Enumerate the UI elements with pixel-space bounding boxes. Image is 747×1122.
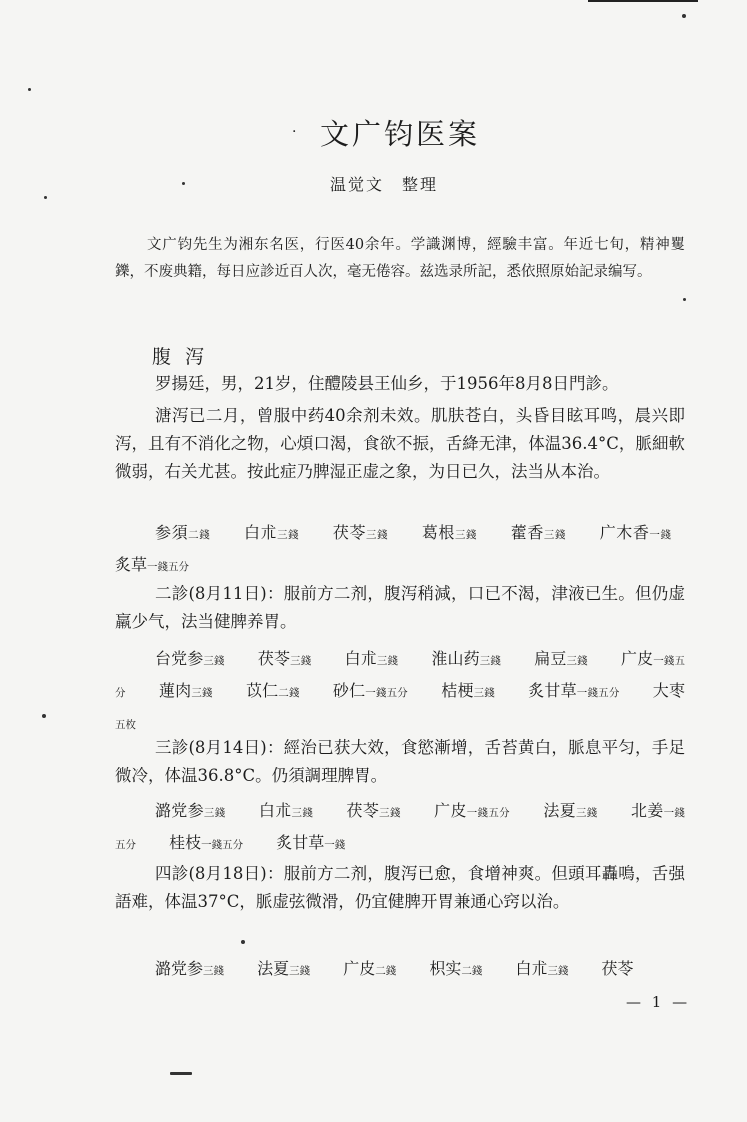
herb-name: 白朮 <box>258 801 292 820</box>
herb-dose: 三錢 <box>291 807 314 819</box>
herb-name: 广皮 <box>621 649 654 668</box>
herb-name: 茯苓 <box>346 801 380 820</box>
herb-entry <box>159 681 213 700</box>
herb-entry <box>528 681 619 700</box>
herb-dose: 三錢 <box>203 655 225 667</box>
herb-name: 苡仁 <box>245 681 279 700</box>
herb-entry <box>155 523 210 542</box>
herb-name: 砂仁 <box>332 681 366 700</box>
herb-name: 台党参 <box>155 649 204 668</box>
prescription-1 <box>115 518 685 582</box>
herb-entry <box>244 523 299 542</box>
second-visit: 二診(8月11日)：服前方二剂，腹泻稍減，口已不渴，津液已生。但仍虚羸少气，法当健脾养胃。 <box>115 584 685 631</box>
herb-dose: 二錢 <box>375 965 397 977</box>
herb-dose: 三錢 <box>575 807 598 819</box>
herb-name: 蓮肉 <box>158 681 192 700</box>
herb-entry <box>422 523 477 542</box>
herb-name: 法夏 <box>543 801 576 820</box>
herb-dose: 一錢五分 <box>147 561 190 573</box>
herb-dose: 三錢 <box>376 655 399 667</box>
herb-name: 桂枝 <box>169 833 202 852</box>
herb-dose: 一錢 <box>649 529 671 541</box>
herb-name: 茯苓 <box>332 523 367 542</box>
herb-dose: 一錢五分 <box>201 839 244 851</box>
scan-speck <box>182 182 185 185</box>
herb-name: 法夏 <box>257 959 290 978</box>
herb-name: 参須 <box>155 523 189 542</box>
prescription-4 <box>115 954 685 986</box>
herb-name: 广皮 <box>434 801 467 820</box>
title-mark: · <box>292 124 297 140</box>
herb-name: 淮山药 <box>431 649 480 668</box>
page-title: 文广钧医案 <box>320 117 481 151</box>
herb-entry <box>343 959 396 978</box>
herb-dose: 三錢 <box>366 529 389 541</box>
herb-entry <box>434 801 510 820</box>
herb-entry <box>259 801 313 820</box>
herb-name: 广皮 <box>343 959 376 978</box>
herb-dose: 二錢 <box>278 687 300 699</box>
herb-name: 茯苓 <box>257 649 291 668</box>
herb-entry <box>155 959 224 978</box>
herb-entry <box>600 523 671 542</box>
herb-entry <box>276 833 345 852</box>
herb-dose: 二錢 <box>461 965 483 977</box>
herb-dose: 三錢 <box>566 655 588 667</box>
herb-dose: 三錢 <box>191 687 213 699</box>
herb-dose: 三錢 <box>290 655 312 667</box>
herb-entry <box>155 649 225 668</box>
herb-entry <box>347 801 401 820</box>
herb-entry <box>543 801 597 820</box>
herb-dose: 一錢五分 <box>365 687 408 699</box>
herb-name: 潞党参 <box>155 801 204 820</box>
herb-name: 茯苓 <box>601 959 634 978</box>
herb-name: 葛根 <box>421 523 455 542</box>
herb-dose: 一錢五分 <box>115 807 685 851</box>
herb-dose: 三錢 <box>547 965 569 977</box>
herb-dose: 五枚 <box>115 719 136 731</box>
fourth-visit: 四診(8月18日)：服前方二剂，腹泻已愈，食增神爽。但頭耳轟鳴，舌强語难，体温37°C，脈虚弦微滑，仍宜健脾开胃兼通心窍以治。 <box>115 864 685 911</box>
herb-name: 炙草 <box>115 555 148 574</box>
herb-name: 扁豆 <box>534 649 567 668</box>
herb-entry <box>345 649 399 668</box>
herb-entry <box>602 959 634 978</box>
herb-name: 大枣 <box>652 681 685 700</box>
herb-name: 白朮 <box>243 523 278 542</box>
section-title: 腹泻 <box>152 346 219 368</box>
scan-speck <box>170 1072 192 1075</box>
herb-dose: 三錢 <box>289 965 311 977</box>
herb-name: 北姜 <box>630 801 664 820</box>
herb-name: 白朮 <box>344 649 377 668</box>
herb-entry <box>333 681 408 700</box>
herb-entry <box>258 649 312 668</box>
herb-dose: 三錢 <box>277 529 300 541</box>
herb-entry <box>441 681 495 700</box>
third-visit: 三診(8月14日)：經治已获大效，食慾漸增，舌苔黄白，脈息平匀，手足微冷，体温36.8°C。仍須調理脾胃。 <box>115 738 685 785</box>
intro-paragraph: 文广钧先生为湘东名医，行医40余年。学識渊博，經驗丰富。年近七旬，精神矍鑠，不废典籍，每日应診近百人次，毫无倦容。兹选录所記，悉依照原始記录编写。 <box>115 237 685 280</box>
author-line: 温觉文 整理 <box>330 175 439 194</box>
herb-dose: 三錢 <box>379 807 401 819</box>
herb-entry <box>115 555 189 574</box>
prescription-3 <box>115 796 685 860</box>
prescription-2 <box>115 644 685 740</box>
herb-dose: 一錢五分 <box>115 655 686 699</box>
herb-entry <box>431 649 501 668</box>
herb-dose: 三錢 <box>454 529 478 541</box>
herb-entry <box>246 681 300 700</box>
herb-dose: 一錢五分 <box>576 687 620 699</box>
herb-dose: 三錢 <box>479 655 502 667</box>
herb-entry <box>511 523 566 542</box>
herb-name: 桔梗 <box>441 681 474 700</box>
page-number: — 1 — <box>626 993 691 1011</box>
herb-name: 白朮 <box>515 959 548 978</box>
scan-speck <box>28 88 31 91</box>
scan-speck <box>42 714 46 718</box>
scan-speck <box>682 14 686 18</box>
herb-name: 广木香 <box>599 523 650 542</box>
first-visit: 溏泻已二月，曾服中药40余剂未效。肌肤苍白，头昏目眩耳鸣，晨兴即泻，且有不消化之物，心煩口渴，食欲不振，舌絳无津，体温36.4°C，脈細軟微弱，右关尤甚。按此症乃脾湿正虚之象，为日已久，法当从本治。 <box>115 406 685 481</box>
herb-dose: 一錢 <box>324 839 346 851</box>
herb-entry <box>534 649 588 668</box>
herb-dose: 三錢 <box>543 529 567 541</box>
herb-name: 枳实 <box>429 959 462 978</box>
herb-name: 潞党参 <box>155 959 204 978</box>
herb-entry <box>257 959 310 978</box>
herb-entry <box>169 833 243 852</box>
scan-speck <box>683 298 686 301</box>
herb-dose: 一錢五分 <box>466 807 510 819</box>
herb-entry <box>155 801 226 820</box>
case-line: 罗揚廷，男，21岁，住醴陵县王仙乡，于1956年8月8日門診。 <box>155 374 619 393</box>
herb-dose: 二錢 <box>188 529 211 541</box>
herb-dose: 三錢 <box>203 807 226 819</box>
herb-entry <box>429 959 482 978</box>
herb-name: 炙甘草 <box>528 681 577 700</box>
herb-dose: 三錢 <box>203 965 225 977</box>
scan-speck <box>44 196 47 199</box>
herb-entry <box>333 523 388 542</box>
scan-speck <box>241 940 245 944</box>
top-rule <box>588 0 698 2</box>
herb-name: 藿香 <box>510 523 544 542</box>
herb-dose: 三錢 <box>473 687 495 699</box>
herb-entry <box>515 959 568 978</box>
herb-name: 炙甘草 <box>276 833 325 852</box>
